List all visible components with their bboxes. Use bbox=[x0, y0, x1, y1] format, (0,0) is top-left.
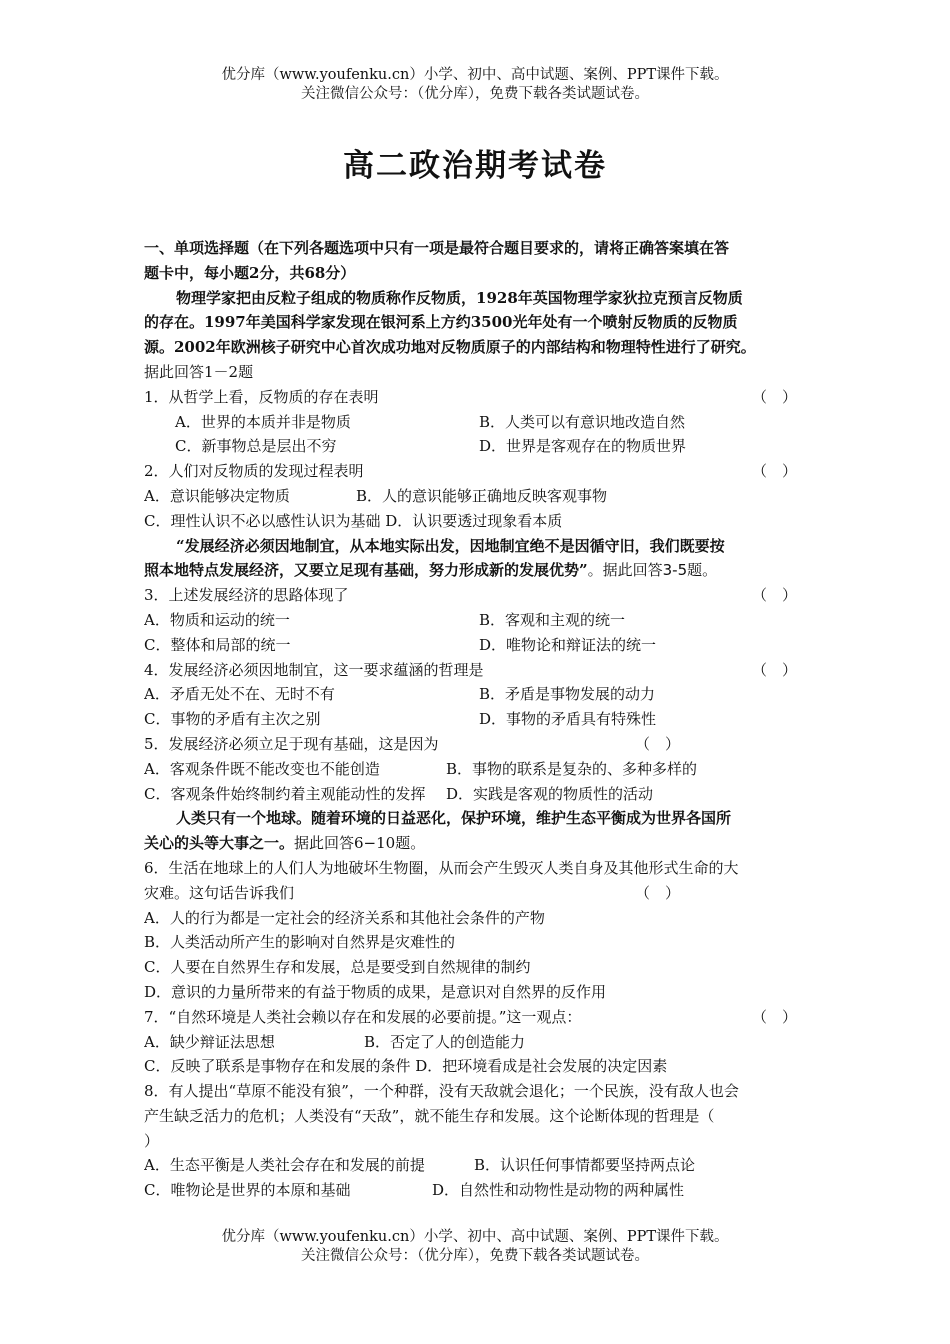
question-4-option-b: B．矛盾是事物发展的动力 bbox=[479, 685, 656, 704]
passage-1-line-3: 源。2002年欧洲核子研究中心首次成功地对反物质原子的内部结构和物理特性进行了研究。 bbox=[144, 338, 756, 357]
question-3 bbox=[144, 583, 810, 608]
question-3-option-a: A．物质和运动的统一 bbox=[144, 610, 290, 629]
question-5-options-cd bbox=[144, 782, 810, 807]
header-line-1: 优分库（www.youfenku.cn）小学、初中、高中试题、案例、PPT课件下载。 bbox=[221, 67, 729, 83]
question-8-stem-line-1: 8．有人提出“草原不能没有狼”，一个种群，没有天敌就会退化；一个民族，没有敌人也会 bbox=[144, 1082, 739, 1101]
question-4-answer-blank: （ ） bbox=[752, 660, 798, 679]
question-3-option-c: C．整体和局部的统一 bbox=[144, 635, 291, 654]
question-7-answer-blank: （ ） bbox=[752, 1007, 798, 1026]
question-1-option-b: B．人类可以有意识地改造自然 bbox=[479, 412, 686, 431]
section-heading-line-1: 一、单项选择题（在下列各题选项中只有一项是最符合题目要求的，请将正确答案填在答 bbox=[144, 239, 730, 257]
header-notice bbox=[0, 66, 950, 104]
question-4-option-a: A．矛盾无处不在、无时不有 bbox=[144, 685, 335, 704]
question-5-option-c: C．客观条件始终制约着主观能动性的发挥 bbox=[144, 784, 426, 803]
page-title: 高二政治期考试卷 bbox=[343, 148, 607, 184]
question-7 bbox=[144, 1005, 810, 1030]
question-6 bbox=[144, 881, 810, 906]
header-line-2: 关注微信公众号：（优分库），免费下载各类试题试卷。 bbox=[301, 86, 649, 102]
question-1-option-c: C．新事物总是层出不穷 bbox=[175, 437, 337, 456]
question-4 bbox=[144, 658, 810, 683]
question-8-options-ab bbox=[144, 1153, 810, 1178]
exam-content bbox=[144, 236, 810, 1203]
footer-notice bbox=[0, 1228, 950, 1266]
question-1-stem: 1．从哲学上看，反物质的存在表明 bbox=[144, 387, 379, 406]
passage-1-line-1: 物理学家把由反粒子组成的物质称作反物质，1928年英国物理学家狄拉克预言反物质 bbox=[176, 288, 743, 307]
question-5-option-d: D．实践是客观的物质性的活动 bbox=[446, 784, 654, 803]
question-7-options-ab bbox=[144, 1030, 810, 1055]
question-3-option-d: D．唯物论和辩证法的统一 bbox=[479, 635, 657, 654]
question-2-options-ab bbox=[144, 484, 810, 509]
question-8-stem-line-2: 产生缺乏活力的危机；人类没有“天敌”，就不能生存和发展。这个论断体现的哲理是（ bbox=[144, 1106, 715, 1125]
question-7-stem: 7．“自然环境是人类社会赖以存在和发展的必要前提。”这一观点： bbox=[144, 1007, 582, 1026]
question-2-options-cd: C．理性认识不必以感性认识为基础 D．认识要透过现象看本质 bbox=[144, 511, 563, 530]
question-4-options-cd bbox=[144, 707, 810, 732]
question-8-option-c: C．唯物论是世界的本原和基础 bbox=[144, 1181, 351, 1200]
question-8-option-d: D．自然性和动物性是动物的两种属性 bbox=[432, 1181, 685, 1200]
passage-3-line-1: 人类只有一个地球。随着环境的日益恶化，保护环境，维护生态平衡成为世界各国所 bbox=[176, 809, 732, 828]
question-5-options-ab bbox=[144, 757, 810, 782]
passage-2-line-1: “发展经济必须因地制宜，从本地实际出发，因地制宜绝不是因循守旧，我们既要按 bbox=[176, 536, 725, 555]
question-7-option-b: B．否定了人的创造能力 bbox=[364, 1032, 526, 1051]
question-2-option-a: A．意识能够决定物质 bbox=[144, 486, 290, 505]
question-1-answer-blank: （ ） bbox=[752, 387, 798, 406]
question-2 bbox=[144, 459, 810, 484]
question-5-option-b: B．事物的联系是复杂的、多种多样的 bbox=[446, 759, 698, 778]
question-4-stem: 4．发展经济必须因地制宜，这一要求蕴涵的哲理是 bbox=[144, 660, 484, 679]
question-6-option-c: C．人要在自然界生存和发展，总是要受到自然规律的制约 bbox=[144, 958, 531, 977]
question-3-stem: 3．上述发展经济的思路体现了 bbox=[144, 586, 349, 605]
question-3-answer-blank: （ ） bbox=[752, 586, 798, 605]
question-8-option-a: A．生态平衡是人类社会存在和发展的前提 bbox=[144, 1156, 425, 1175]
section-heading-line-2: 题卡中，每小题2分，共68分） bbox=[144, 263, 356, 282]
passage-1-line-2: 的存在。1997年美国科学家发现在银河系上方约3500光年处有一个喷射反物质的反物质 bbox=[144, 313, 738, 332]
passage-3-line-2: 关心的头等大事之一。据此回答6−10题。 bbox=[144, 834, 426, 853]
question-8-stem-line-3: ） bbox=[144, 1131, 160, 1150]
question-6-option-d: D．意识的力量所带来的有益于物质的成果，是意识对自然界的反作用 bbox=[144, 982, 607, 1001]
question-5 bbox=[144, 732, 810, 757]
question-6-stem-line-1: 6．生活在地球上的人们人为地破坏生物圈，从而会产生毁灭人类自身及其他形式生命的大 bbox=[144, 858, 739, 877]
question-8-options-cd bbox=[144, 1178, 810, 1203]
question-1 bbox=[144, 385, 810, 410]
question-3-options-ab bbox=[144, 608, 810, 633]
question-6-answer-blank: （ ） bbox=[635, 883, 681, 902]
question-8-option-b: B．认识任何事情都要坚持两点论 bbox=[474, 1156, 696, 1175]
question-7-options-cd: C．反映了联系是事物存在和发展的条件 D．把环境看成是社会发展的决定因素 bbox=[144, 1057, 668, 1076]
question-2-answer-blank: （ ） bbox=[752, 462, 798, 481]
question-1-options-ab bbox=[144, 410, 810, 435]
question-6-option-a: A．人的行为都是一定社会的经济关系和其他社会条件的产物 bbox=[144, 908, 545, 927]
question-4-option-c: C．事物的矛盾有主次之别 bbox=[144, 710, 321, 729]
question-4-option-d: D．事物的矛盾具有特殊性 bbox=[479, 710, 657, 729]
question-6-stem-line-2: 灾难。这句话告诉我们 bbox=[144, 883, 295, 902]
passage-1-line-4: 据此回答1－2题 bbox=[144, 362, 254, 381]
question-1-option-d: D．世界是客观存在的物质世界 bbox=[479, 437, 687, 456]
question-3-options-cd bbox=[144, 633, 810, 658]
footer-line-1: 优分库（www.youfenku.cn）小学、初中、高中试题、案例、PPT课件下载。 bbox=[221, 1229, 729, 1245]
question-6-option-b: B．人类活动所产生的影响对自然界是灾难性的 bbox=[144, 933, 456, 952]
question-5-answer-blank: （ ） bbox=[635, 734, 681, 753]
question-3-option-b: B．客观和主观的统一 bbox=[479, 610, 626, 629]
question-7-option-a: A．缺少辩证法思想 bbox=[144, 1032, 275, 1051]
question-1-options-cd bbox=[144, 434, 810, 459]
question-2-option-b: B．人的意识能够正确地反映客观事物 bbox=[356, 486, 608, 505]
question-5-option-a: A．客观条件既不能改变也不能创造 bbox=[144, 759, 380, 778]
question-5-stem: 5．发展经济必须立足于现有基础，这是因为 bbox=[144, 734, 439, 753]
passage-2-line-2: 照本地特点发展经济，又要立足现有基础，努力形成新的发展优势”。据此回答3-5题。 bbox=[144, 561, 718, 580]
question-4-options-ab bbox=[144, 682, 810, 707]
question-1-option-a: A．世界的本质并非是物质 bbox=[175, 412, 351, 431]
question-2-stem: 2．人们对反物质的发现过程表明 bbox=[144, 462, 364, 481]
footer-line-2: 关注微信公众号：（优分库），免费下载各类试题试卷。 bbox=[301, 1248, 649, 1264]
